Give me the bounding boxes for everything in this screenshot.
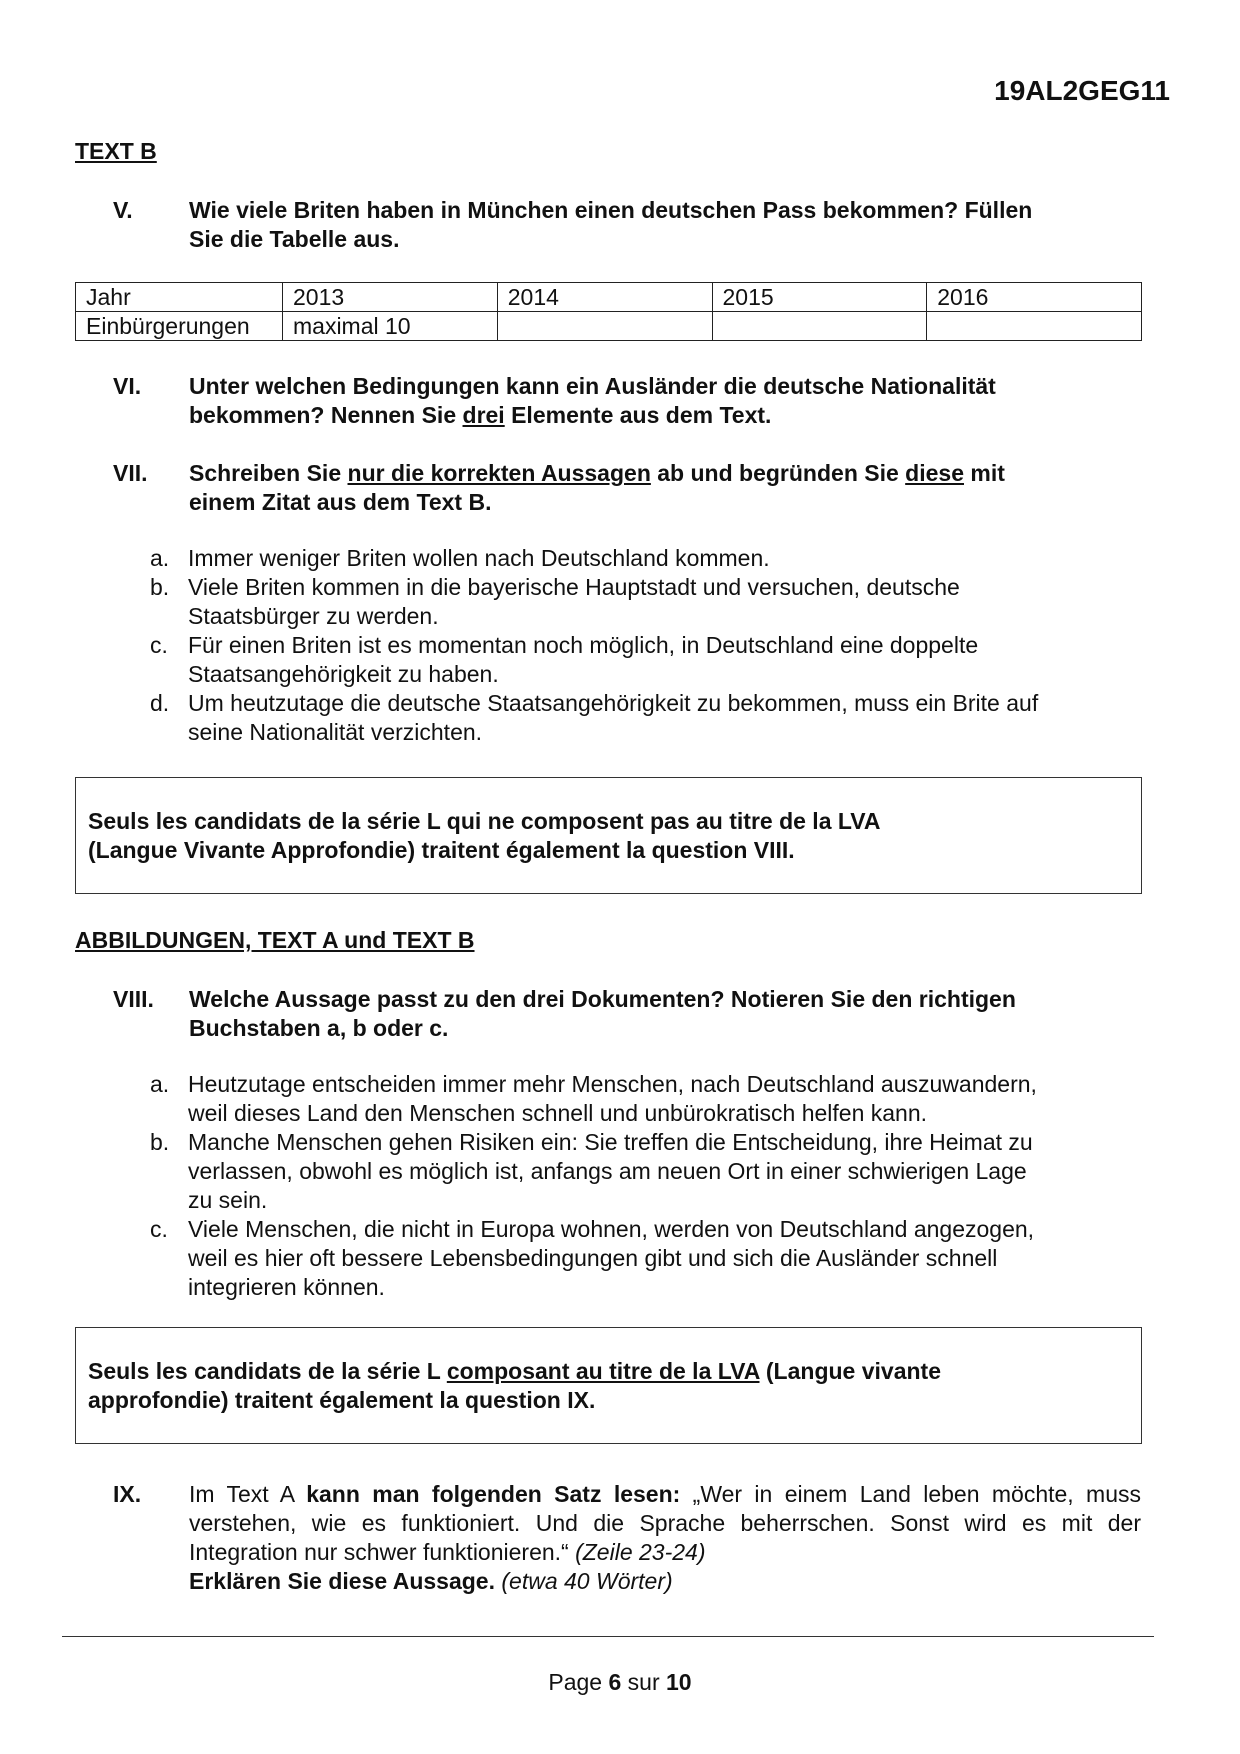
option-line: Viele Menschen, die nicht in Europa wohnen, werden von Deutschland angezogen, [188,1216,1035,1242]
footer-divider [62,1636,1154,1637]
notice-box-series-l [75,777,1142,894]
emphasis-underlined: diese [905,460,964,486]
question-ix [113,1480,1143,1596]
text-run: Elemente aus dem Text. [504,402,772,428]
page-total: 10 [666,1669,692,1695]
list-item [150,1070,1140,1128]
option-line: Manche Menschen gehen Risiken ein: Sie treffen die Entscheidung, ihre Heimat zu [188,1129,1033,1155]
question-vii [113,459,1143,517]
question-number: VI. [113,373,142,399]
option-line: seine Nationalität verzichten. [188,719,483,745]
option-line: integrieren können. [188,1274,385,1300]
notice-line: approfondie) traitent également la question IX. [88,1387,596,1413]
option-line: weil dieses Land den Menschen schnell und unbürokratisch helfen kann. [188,1100,928,1126]
question-viii [113,985,1143,1043]
option-line: zu sein. [188,1187,268,1213]
question-paragraph [189,1480,1141,1567]
text-run: sur [621,1669,667,1695]
question-text-line: einem Zitat aus dem Text B. [189,489,492,515]
option-line: Um heutzutage die deutsche Staatsangehörigkeit zu bekommen, muss ein Brite auf [188,690,1039,716]
text-run: Im Text A [189,1481,307,1507]
list-item [150,631,1140,689]
notice-line: (Langue Vivante Approfondie) traitent également la question VIII. [88,837,795,863]
list-item [150,573,1140,631]
answer-options-viii [150,1070,1140,1302]
text-run: mit [964,460,1005,486]
table-cell: maximal 10 [283,312,498,341]
line-reference: (Zeile 23-24) [575,1539,706,1565]
question-text-line [189,459,1143,488]
emphasis-underlined: composant au titre de la LVA [446,1358,760,1384]
list-item [150,689,1140,747]
table-cell: 2014 [497,283,712,312]
task-instruction: Erklären Sie diese Aussage. [189,1568,495,1594]
option-letter: b. [150,574,170,600]
document-code: 19AL2GEG11 [994,75,1170,106]
naturalization-table [75,282,1142,341]
question-vi [113,372,1143,430]
table-cell: Jahr [76,283,283,312]
question-number: IX. [113,1481,142,1507]
option-line: Staatsbürger zu werden. [188,603,439,629]
list-item [150,544,1140,573]
question-text-line: Buchstaben a, b oder c. [189,1015,449,1041]
emphasis-underlined: nur die korrekten Aussagen [347,460,651,486]
option-line: Heutzutage entscheiden immer mehr Menschen, nach Deutschland auszuwandern, [188,1071,1037,1097]
text-run: ab und begründen Sie [650,460,906,486]
text-run: (Langue vivante [759,1358,941,1384]
table-cell: 2015 [712,283,927,312]
option-line: Staatsangehörigkeit zu haben. [188,661,499,687]
notice-line: Seuls les candidats de la série L qui ne composent pas au titre de la LVA [88,808,881,834]
list-item [150,1215,1140,1302]
option-letter: b. [150,1129,170,1155]
option-letter: a. [150,1071,170,1097]
option-line: Immer weniger Briten wollen nach Deutschland kommen. [188,545,770,571]
table-cell-empty[interactable] [712,312,927,341]
notice-box-lva [75,1327,1142,1444]
question-number: VII. [113,460,148,486]
question-text-line: Unter welchen Bedingungen kann ein Ausländer die deutsche Nationalität [189,373,996,399]
section-title-abbildungen: ABBILDUNGEN, TEXT A und TEXT B [75,927,475,953]
question-text-line [189,401,1143,430]
table-header-row [76,283,1142,312]
table-cell-empty[interactable] [497,312,712,341]
list-item [150,1128,1140,1215]
table-value-row [76,312,1142,341]
word-count-hint: (etwa 40 Wörter) [494,1568,673,1594]
option-line: verlassen, obwohl es möglich ist, anfangs am neuen Ort in einer schwierigen Lage [188,1158,1027,1184]
question-v [113,196,1143,254]
option-line: Für einen Briten ist es momentan noch möglich, in Deutschland eine doppelte [188,632,979,658]
table-cell: 2013 [283,283,498,312]
table-cell-empty[interactable] [927,312,1142,341]
question-number: VIII. [113,986,154,1012]
question-text-line: Wie viele Briten haben in München einen deutschen Pass bekommen? Füllen [189,197,1033,223]
page-footer [0,1668,1240,1697]
page-number: 6 [608,1669,622,1695]
option-letter: c. [150,632,168,658]
text-run-bold: kann man folgenden Satz lesen: [306,1481,681,1507]
text-run: bekommen? Nennen Sie [189,402,463,428]
option-line: Viele Briten kommen in die bayerische Hauptstadt und versuchen, deutsche [188,574,960,600]
question-number: V. [113,197,133,223]
table-cell: 2016 [927,283,1142,312]
option-letter: d. [150,690,170,716]
option-letter: c. [150,1216,168,1242]
text-run: Seuls les candidats de la série L [88,1358,447,1384]
text-run: Schreiben Sie [189,460,348,486]
notice-line [76,1357,1141,1386]
option-letter: a. [150,545,170,571]
section-title-text-b: TEXT B [75,138,157,164]
question-task [189,1567,1141,1596]
quotation: „Wer in einem Land leben möchte, muss verstehen, wie es funktioniert. Und die Sprache beherrschen. Sonst wird es mit der Integration nur schwer funktionieren.“ [189,1481,1141,1565]
table-cell: Einbürgerungen [76,312,283,341]
answer-options-vii [150,544,1140,747]
emphasis-underlined: drei [462,402,505,428]
question-text-line: Sie die Tabelle aus. [189,226,400,252]
question-text-line: Welche Aussage passt zu den drei Dokumenten? Notieren Sie den richtigen [189,986,1016,1012]
option-line: weil es hier oft bessere Lebensbedingungen gibt und sich die Ausländer schnell [188,1245,998,1271]
text-run: Page [548,1669,609,1695]
